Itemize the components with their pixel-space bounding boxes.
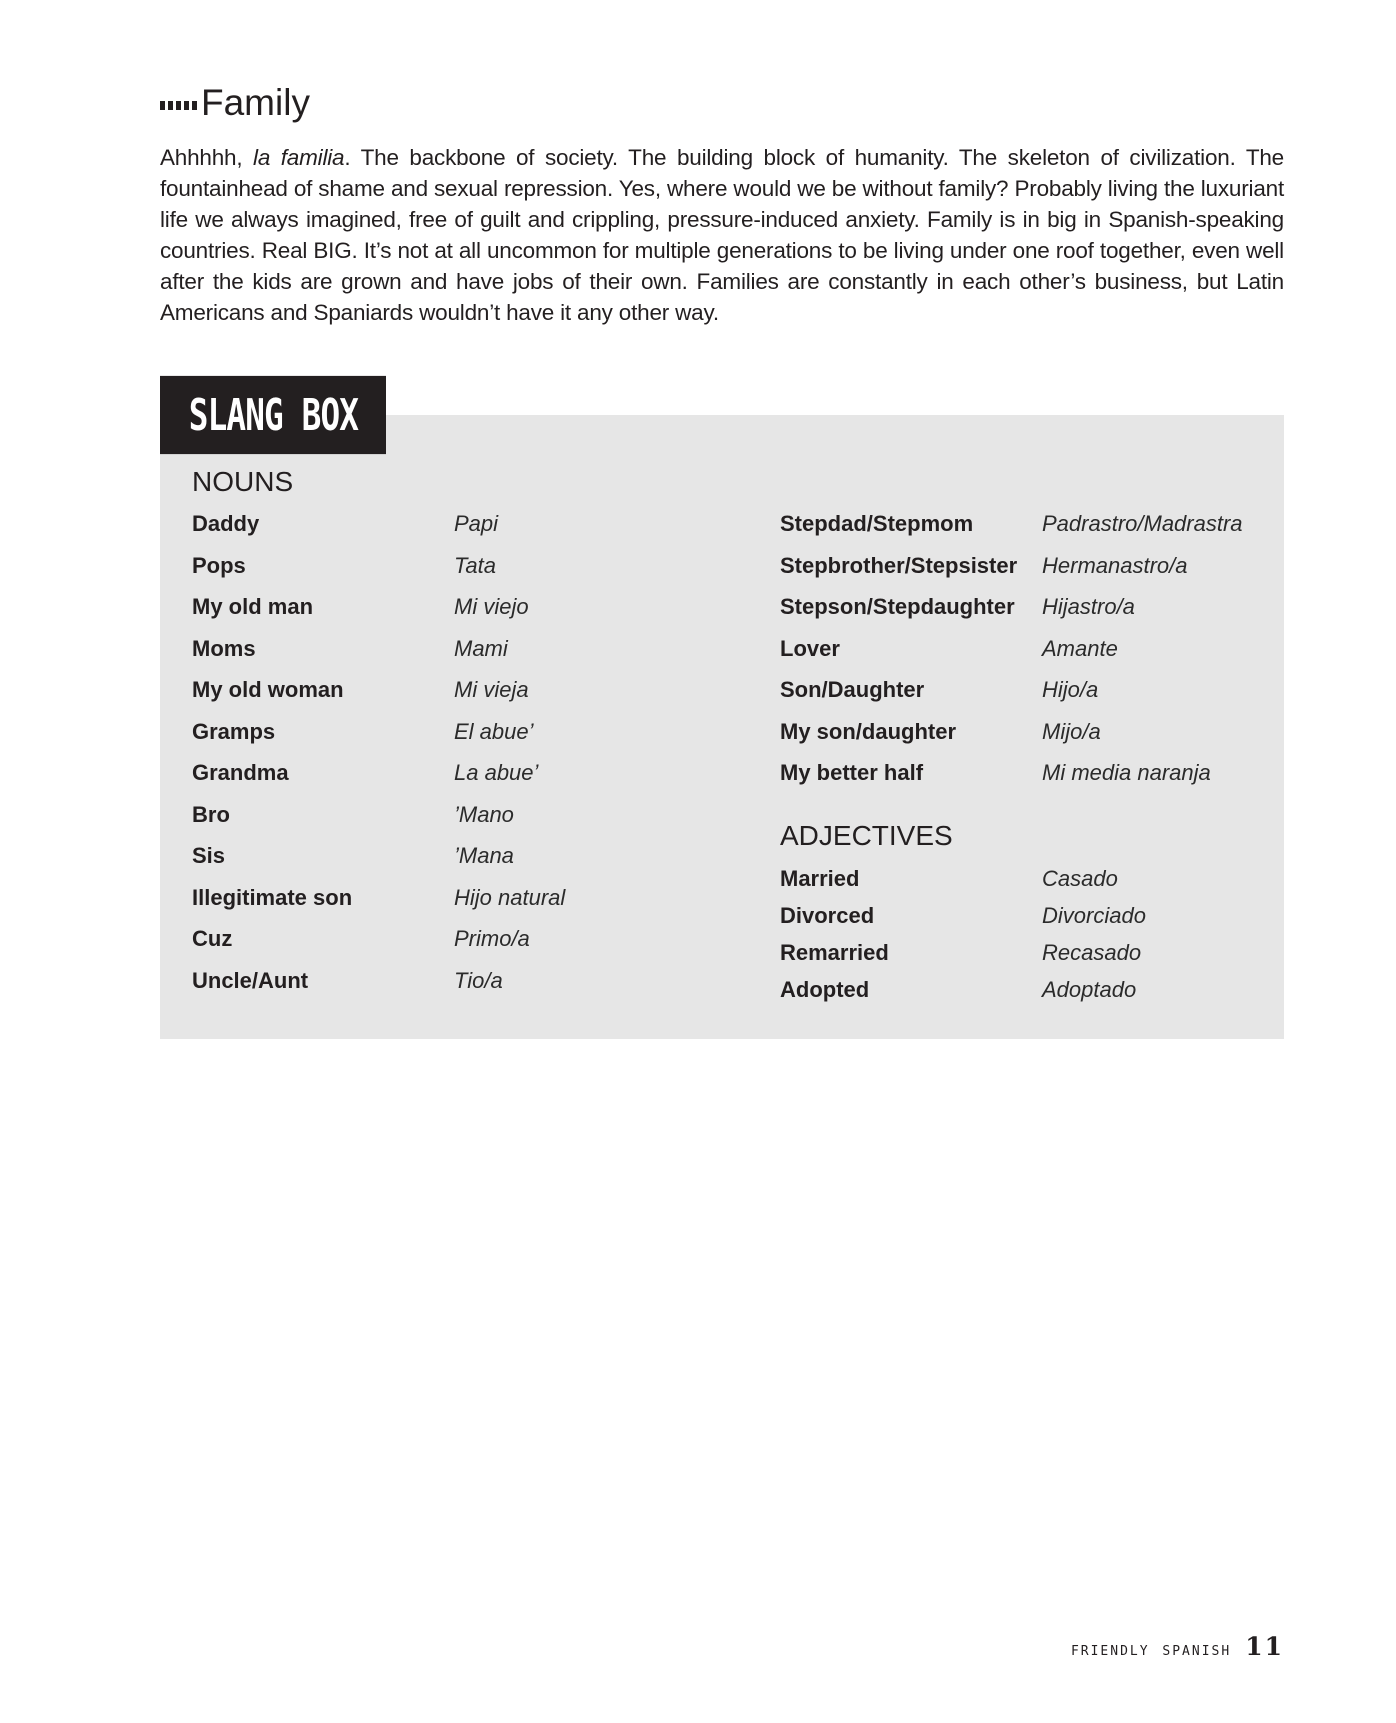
- term-row: [780, 676, 1260, 718]
- term-english: My old man: [192, 594, 314, 619]
- term-row: [192, 718, 712, 760]
- term-english: Uncle/Aunt: [192, 967, 309, 993]
- term-english: Grandma: [192, 760, 289, 785]
- term-spanish: Amante: [1042, 635, 1118, 661]
- term-spanish: Mi viejo: [454, 594, 529, 619]
- intro-body: . The backbone of society. The building block of humanity. The skeleton of civilization. The fountainhead of shame and sexual repression. Yes, where would we be without family? Probably living the luxuriant life we always imagined, free of guilt and crippling, pressure-induced anxiety. Family is in big in Spanish-speaking countries. Real BIG. It’s not at all uncommon for multiple generations to be living under one roof together, even well after the kids are grown and have jobs of their own. Families are constantly in each other’s business, but Latin Americans and Spaniards wouldn’t have it any other way.: [160, 145, 1284, 325]
- term-spanish: Hijastro/a: [1042, 594, 1135, 619]
- term-row: [780, 593, 1260, 635]
- intro-paragraph: [160, 142, 1284, 328]
- term-row: [192, 884, 712, 926]
- term-english: My son/daughter: [780, 718, 957, 744]
- term-english: Daddy: [192, 511, 260, 536]
- term-row: [780, 552, 1260, 594]
- term-english: Stepson/Stepdaughter: [780, 594, 1015, 619]
- term-english: Sis: [192, 843, 226, 868]
- term-row: [780, 635, 1260, 677]
- term-row: [192, 801, 712, 843]
- page-footer: [1071, 1632, 1284, 1661]
- term-spanish: ’Mano: [454, 801, 514, 827]
- nouns-right-list: [780, 510, 1260, 801]
- term-row: [192, 842, 712, 884]
- bullet-dots-icon: [160, 101, 197, 110]
- term-row: [192, 510, 712, 552]
- term-row: [192, 552, 712, 594]
- term-spanish: Tio/a: [454, 967, 503, 993]
- term-row: [780, 759, 1260, 801]
- term-spanish: Divorciado: [1042, 903, 1146, 928]
- term-english: Married: [780, 866, 860, 891]
- term-english: Son/Daughter: [780, 677, 925, 702]
- term-row: [192, 676, 712, 718]
- term-english: Stepbrother/Stepsister: [780, 552, 1018, 578]
- term-spanish: Hermanastro/a: [1042, 552, 1188, 578]
- page-number: 11: [1245, 1632, 1284, 1661]
- slang-box-label: SLANG BOX: [160, 376, 386, 454]
- term-row: [192, 759, 712, 801]
- term-english: Gramps: [192, 718, 276, 744]
- adjectives-heading: ADJECTIVES: [780, 820, 953, 851]
- term-english: Stepdad/Stepmom: [780, 511, 974, 536]
- nouns-left-list: [192, 510, 712, 1008]
- term-spanish: La abue’: [454, 760, 539, 785]
- term-row: [192, 967, 712, 1009]
- term-spanish: Mi vieja: [454, 677, 529, 702]
- section-heading: [160, 84, 310, 121]
- term-english: My better half: [780, 760, 924, 785]
- term-spanish: Mi media naranja: [1042, 760, 1211, 785]
- term-row: [780, 939, 1260, 976]
- term-english: Moms: [192, 635, 256, 661]
- term-english: Divorced: [780, 903, 875, 928]
- term-row: [192, 635, 712, 677]
- intro-emphasis: la familia: [253, 145, 345, 170]
- term-spanish: ’Mana: [454, 843, 514, 868]
- term-english: Lover: [780, 635, 840, 661]
- term-spanish: Papi: [454, 511, 499, 536]
- term-english: Adopted: [780, 977, 870, 1002]
- term-row: [192, 925, 712, 967]
- term-spanish: Mijo/a: [1042, 718, 1101, 744]
- term-row: [192, 593, 712, 635]
- adjectives-list: [780, 865, 1260, 1013]
- term-spanish: Padrastro/Madrastra: [1042, 511, 1243, 536]
- term-row: [780, 976, 1260, 1013]
- term-spanish: Adoptado: [1042, 977, 1137, 1002]
- term-english: My old woman: [192, 677, 344, 702]
- term-row: [780, 718, 1260, 760]
- footer-brand: friendly spanish: [1070, 1639, 1232, 1660]
- term-row: [780, 865, 1260, 902]
- term-english: Bro: [192, 801, 230, 827]
- term-spanish: El abue’: [454, 718, 534, 744]
- term-spanish: Casado: [1042, 866, 1118, 891]
- term-spanish: Mami: [454, 635, 508, 661]
- term-row: [780, 510, 1260, 552]
- term-spanish: Hijo natural: [454, 884, 566, 910]
- term-spanish: Tata: [454, 552, 497, 578]
- term-row: [780, 902, 1260, 939]
- term-english: Pops: [192, 552, 246, 578]
- term-spanish: Hijo/a: [1042, 677, 1099, 702]
- term-english: Cuz: [192, 926, 233, 951]
- term-english: Illegitimate son: [192, 884, 353, 910]
- term-spanish: Primo/a: [454, 926, 530, 951]
- section-title: Family: [201, 82, 310, 123]
- term-spanish: Recasado: [1042, 940, 1142, 965]
- term-english: Remarried: [780, 940, 889, 965]
- intro-lead: Ahhhhh,: [160, 145, 254, 170]
- nouns-heading: NOUNS: [192, 466, 294, 497]
